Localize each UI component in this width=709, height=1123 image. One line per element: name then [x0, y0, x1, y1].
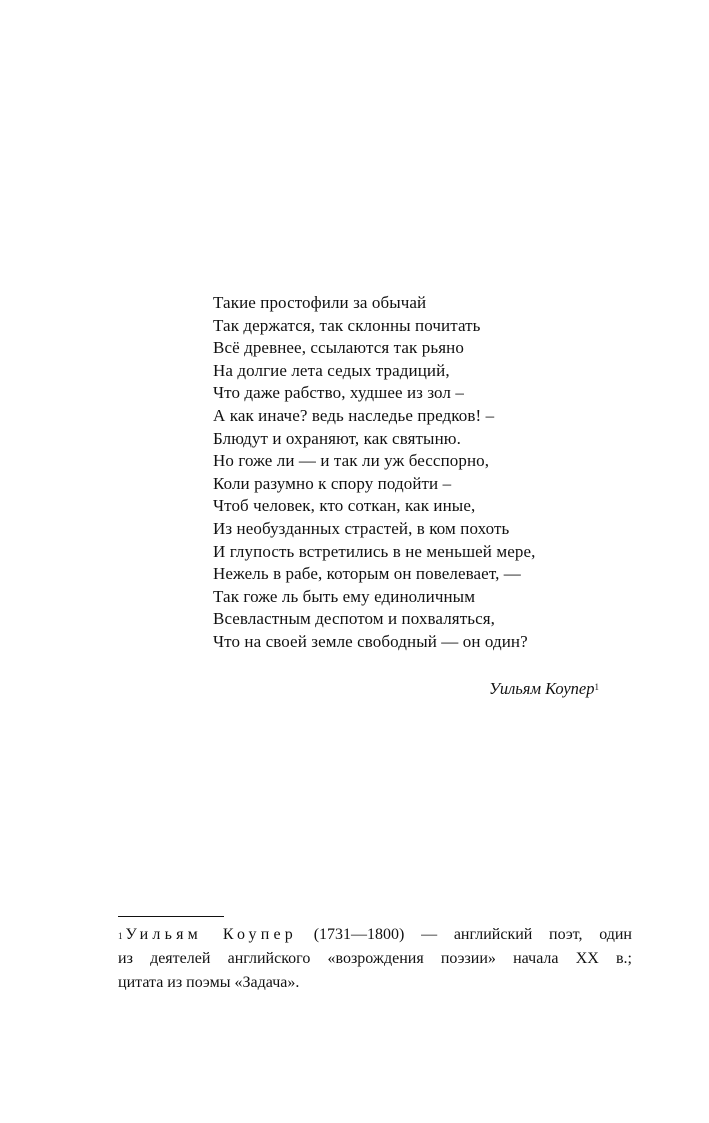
poem-line: Нежель в рабе, которым он повелевает, — — [213, 564, 521, 584]
poem-line: Блюдут и охраняют, как святыню. — [213, 428, 461, 448]
poem-line: Всё древнее, ссылаются так рьяно — [213, 338, 464, 358]
footnote-mark: 1 — [118, 931, 123, 941]
poem-line: Но гоже ли — и так ли уж бесспорно, — [213, 451, 490, 471]
poem-line: Всевластным деспотом и похваляться, — [213, 609, 496, 629]
poem-epigraph — [213, 292, 653, 654]
footnote-author: Уильям Коупер — [125, 926, 297, 943]
footnote-reference[interactable]: 1 — [594, 682, 599, 692]
poem-line: Чтоб человек, кто соткан, как иные, — [213, 496, 476, 516]
poem-line: Коли разумно к спору подойти – — [213, 473, 452, 493]
poem-line: Что даже рабство, худшее из зол – — [213, 383, 464, 403]
poem-line: Что на своей земле свободный — он один? — [213, 631, 528, 651]
footnote-line-3: цитата из поэмы «Задача». — [118, 974, 300, 991]
footnote-text: (1731—1800) — английский поэт, один — [313, 926, 632, 943]
poem-line: Из необузданных страстей, в ком похоть — [213, 518, 510, 538]
poem-line: Так гоже ль быть ему единоличным — [213, 586, 476, 606]
poem-line: А как иначе? ведь наследье предков! – — [213, 405, 495, 425]
poem-line: И глупость встретились в не меньшей мере, — [213, 541, 536, 561]
footnote-divider — [118, 916, 224, 917]
footnote-line-1 — [118, 923, 632, 947]
poem-line: Такие простофили за обычай — [213, 293, 427, 312]
footnote — [118, 923, 632, 995]
poem-line: Так держатся, так склонны почитать — [213, 315, 481, 335]
footnote-line-2: из деятелей английского «возрождения поэзии» начала XX в.; — [118, 950, 632, 967]
poem-attribution — [213, 678, 599, 700]
attribution-author: Уильям Коупер — [488, 679, 595, 698]
poem-line: На долгие лета седых традиций, — [213, 360, 450, 380]
